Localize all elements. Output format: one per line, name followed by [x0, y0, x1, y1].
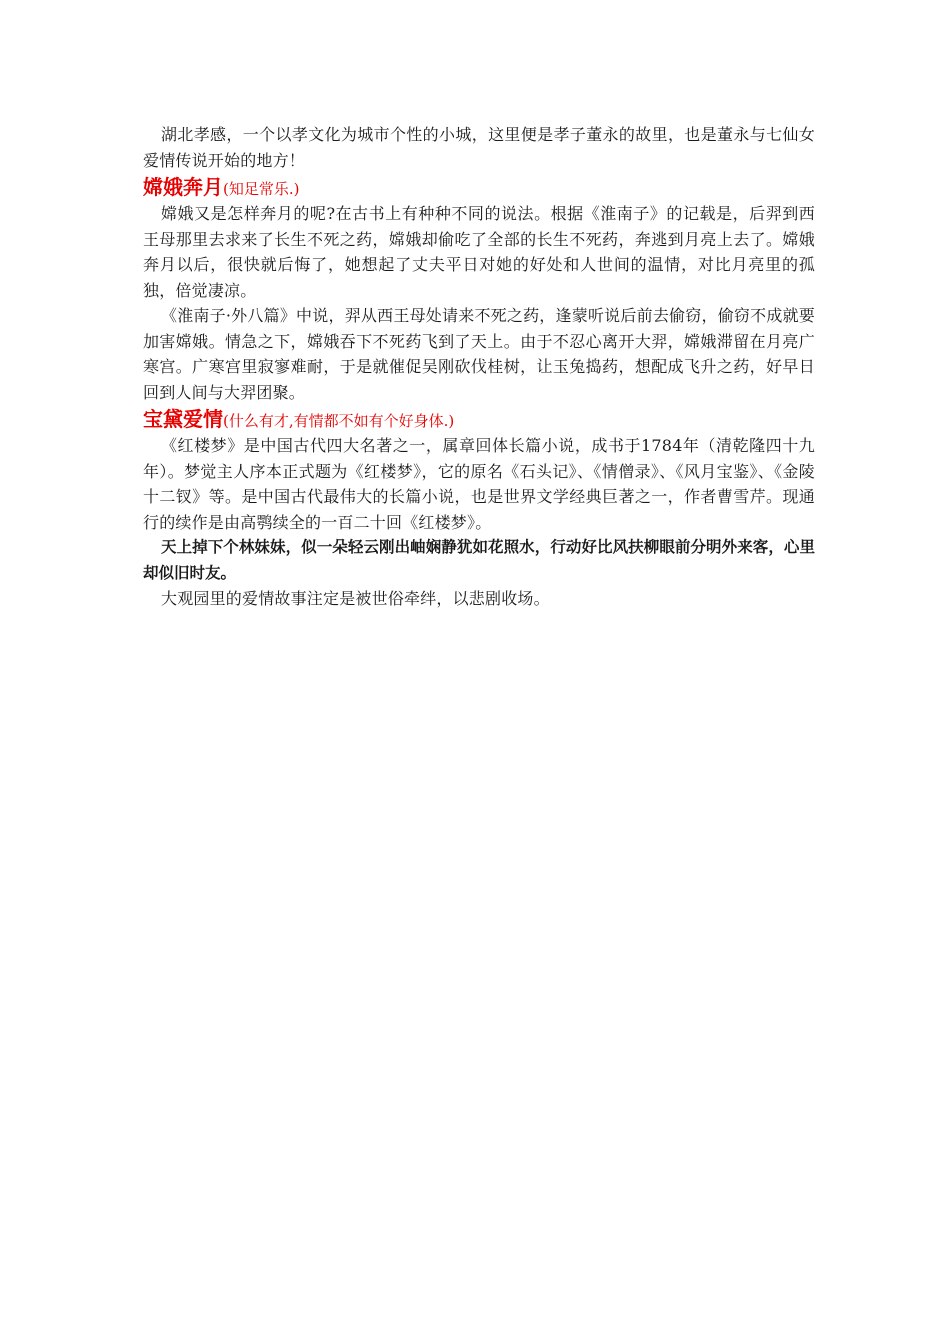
section-heading-baodai — [143, 405, 815, 433]
body-paragraph: 大观园里的爱情故事注定是被世俗牵绊，以悲剧收场。 — [161, 589, 550, 608]
intro-paragraph: 湖北孝感，一个以孝文化为城市个性的小城，这里便是孝子董永的故里，也是董永与七仙女爱情传说开始的地方！ — [143, 125, 815, 170]
section-title: 宝黛爱情 — [143, 407, 223, 431]
body-paragraph: 《淮南子·外八篇》中说，羿从西王母处请来不死之药，逢蒙听说后前去偷窃，偷窃不成就要加害嫦娥。情急之下，嫦娥吞下不死药飞到了天上。由于不忍心离开大羿，嫦娥滞留在月亮广寒宫。广寒宫里寂寥难耐，于是就催促吴刚砍伐桂树，让玉兔捣药，想配成飞升之药，好早日回到人间与大羿团聚。 — [143, 306, 815, 402]
body-paragraph: 嫦娥又是怎样奔月的呢?在古书上有种种不同的说法。根据《淮南子》的记载是，后羿到西王母那里去求来了长生不死之药，嫦娥却偷吃了全部的长生不死药，奔逃到月亮上去了。嫦娥奔月以后，很快就后悔了，她想起了丈夫平日对她的好处和人世间的温情，对比月亮里的孤独，倍觉凄凉。 — [143, 204, 815, 300]
body-paragraph: 《红楼梦》是中国古代四大名著之一，属章回体长篇小说，成书于1784年（清乾隆四十九年）。梦觉主人序本正式题为《红楼梦》，它的原名《石头记》、《情僧录》、《风月宝鉴》、《金陵十二钗》等。是中国古代最伟大的长篇小说，也是世界文学经典巨著之一，作者曹雪芹。现通行的续作是由高鹗续全的一百二十回《红楼梦》。 — [143, 436, 815, 532]
section-heading-change — [143, 173, 815, 201]
section-title: 嫦娥奔月 — [143, 175, 223, 199]
document-page — [143, 122, 815, 612]
section-note: (知足常乐.) — [223, 180, 300, 198]
section-note: (什么有才,有情都不如有个好身体.) — [223, 412, 455, 430]
bold-quote-paragraph: 天上掉下个林妹妹，似一朵轻云刚出岫娴静犹如花照水，行动好比风扶柳眼前分明外来客，心里却似旧时友。 — [143, 538, 815, 582]
